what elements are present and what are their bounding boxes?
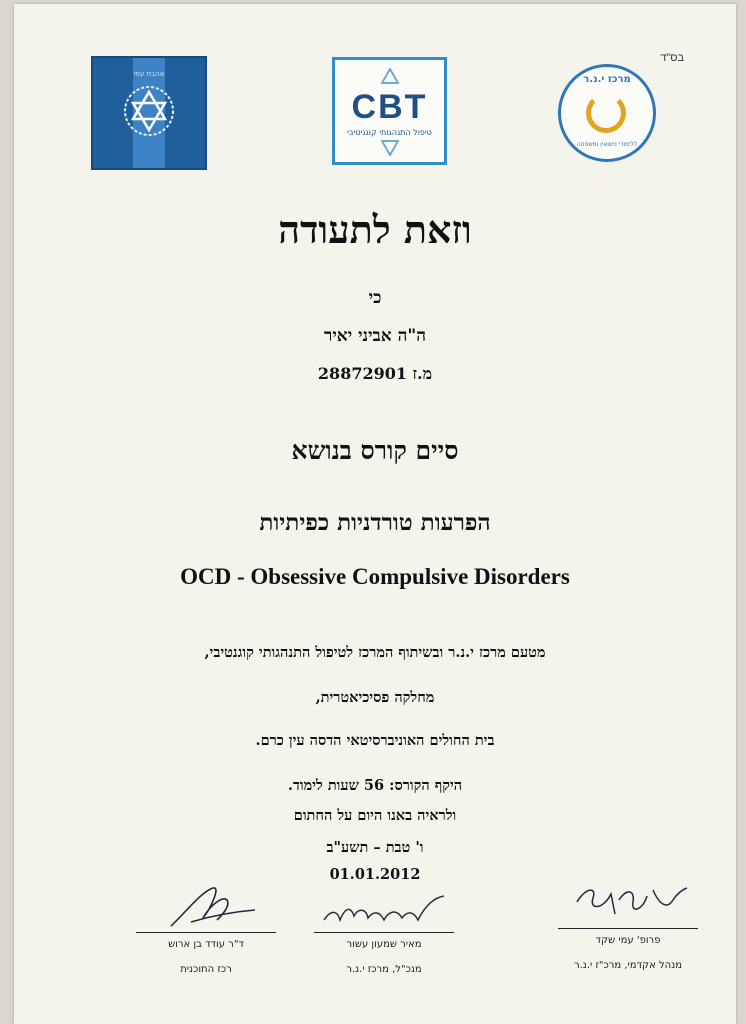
certificate-sheet bbox=[14, 4, 736, 1024]
recipient-id: מ.ז 28872901 bbox=[317, 364, 433, 383]
signatory-role: מנהל אקדמי, מרכ"ז י.נ.ר bbox=[573, 960, 683, 971]
signature-block-academic-director bbox=[548, 880, 708, 971]
certificate-title: וזאת לתעודה bbox=[278, 207, 472, 252]
ynr-logo-name: מרכז י.נ.ר bbox=[583, 74, 631, 85]
merkaz-ynr-logo bbox=[558, 64, 656, 162]
triangle-icon bbox=[381, 68, 399, 84]
ring-icon bbox=[586, 93, 626, 133]
department-line: מחלקה פסיכיאטרית, bbox=[315, 689, 435, 706]
ahavat-ami-logo bbox=[91, 56, 207, 170]
star-of-david-icon bbox=[121, 83, 177, 139]
cbt-acronym: CBT bbox=[351, 88, 428, 126]
course-topic-hebrew: הפרעות טורדניות כפיתיות bbox=[259, 509, 491, 536]
course-hours-line: היקף הקורס: 56 שעות לימוד. bbox=[287, 777, 463, 794]
signatory-role: מנכ"ל, מרכז י.נ.ר bbox=[346, 964, 422, 975]
signatory-name: מאיר שמעון עשור bbox=[346, 939, 422, 950]
certifies-that: כי bbox=[368, 288, 382, 308]
signatory-role: רכז התוכנית bbox=[180, 964, 232, 975]
gregorian-date: 01.01.2012 bbox=[329, 866, 421, 883]
signature-block-coordinator bbox=[126, 882, 286, 975]
bsd-mark: בס"ד bbox=[660, 52, 684, 64]
signature-line bbox=[558, 928, 698, 929]
triangle-icon bbox=[381, 140, 399, 156]
handwritten-signature bbox=[314, 890, 454, 930]
issuer-line: מטעם מרכז י.נ.ר ובשיתוף המרכז לטיפול התנהגותי קוגנטיבי, bbox=[204, 644, 546, 661]
signature-line bbox=[314, 932, 454, 933]
cbt-subtitle: טיפול התנהגותי קוגניטיבי bbox=[347, 128, 432, 137]
completed-course-text: סיים קורס בנושא bbox=[291, 436, 459, 465]
hebrew-date: ו' טבת – תשע"ב bbox=[326, 839, 424, 856]
hospital-line: בית החולים האוניברסיטאי הדסה עין כרם. bbox=[255, 732, 495, 749]
signature-line bbox=[136, 932, 276, 933]
signatory-name: ד"ר עודד בן ארוש bbox=[168, 939, 244, 950]
recipient-name: ה"ה אביני יאיר bbox=[324, 326, 426, 346]
signatory-name: פרופ' עמי שקד bbox=[595, 935, 661, 946]
logo-arc-text: אהבת עמי bbox=[133, 70, 165, 78]
ynr-logo-tagline: ללימודי נישואין ומשפחה bbox=[576, 141, 638, 148]
handwritten-signature bbox=[563, 880, 693, 926]
handwritten-signature bbox=[151, 882, 261, 930]
course-topic-english: OCD - Obsessive Compulsive Disorders bbox=[180, 564, 570, 589]
attestation-line: ולראיה באנו היום על החתום bbox=[293, 807, 457, 824]
signature-block-ceo bbox=[304, 890, 464, 975]
cbt-logo bbox=[332, 57, 447, 165]
